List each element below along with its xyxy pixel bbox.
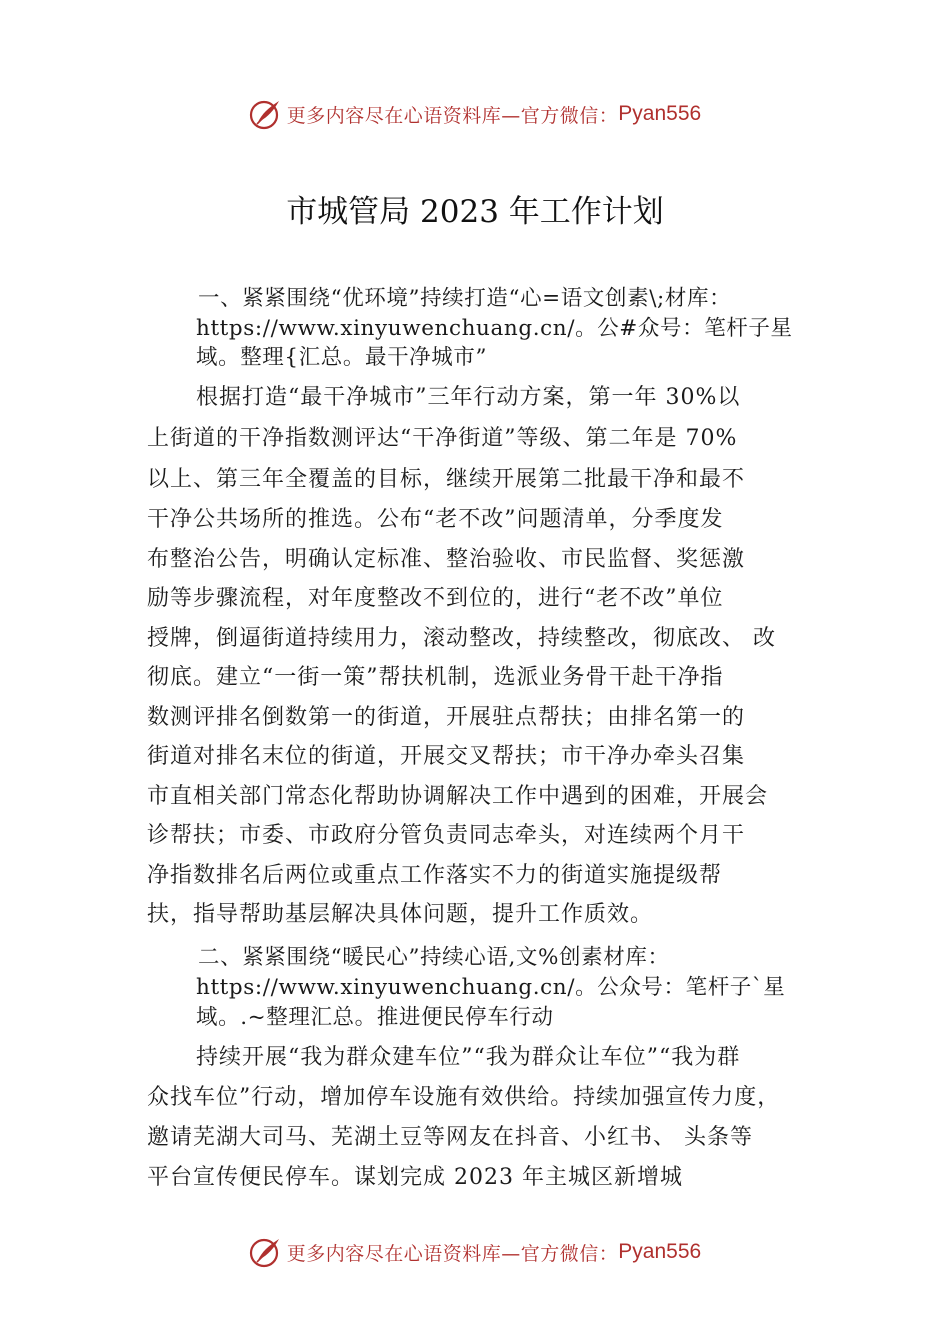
paragraph-2-line: 持续开展“我为群众建车位”“我为群众让车位”“我为群 — [196, 1045, 741, 1070]
section-heading-1-line: 域。整理{汇总。最干净城市” — [196, 345, 488, 370]
paragraph-1-line: 上街道的干净指数测评达“干净街道”等级、第二年是 70% — [147, 426, 738, 451]
section-heading-2-line: 二、紧紧围绕“暖民心”持续心语,文%创素材库： — [198, 945, 670, 970]
quill-logo-icon — [249, 97, 283, 131]
quill-logo-icon — [249, 1235, 283, 1269]
paragraph-2-line: 平台宣传便民停车。谋划完成 2023 年主城区新增城 — [147, 1165, 683, 1190]
paragraph-1-line: 授牌，倒逼街道持续用力，滚动整改，持续整改，彻底改、 改 — [147, 626, 776, 651]
paragraph-1-line: 根据打造“最干净城市”三年行动方案，第一年 30%以 — [196, 385, 741, 410]
paragraph-2-line: 邀请芜湖大司马、芜湖土豆等网友在抖音、小红书、 头条等 — [147, 1125, 753, 1150]
paragraph-1-line: 励等步骤流程，对年度整改不到位的，进行“老不改”单位 — [147, 586, 724, 611]
banner-wechat-id: Pyan556 — [618, 102, 702, 125]
footer-watermark-banner — [0, 1232, 950, 1272]
paragraph-1-line: 街道对排名末位的街道，开展交叉帮扶；市干净办牵头召集 — [147, 744, 746, 769]
banner-wechat-id: Pyan556 — [618, 1240, 702, 1263]
header-watermark-banner — [0, 94, 950, 134]
section-heading-2-line: https://www.xinyuwenchuang.cn/。公众号：笔杆子`星 — [196, 975, 786, 1000]
paragraph-1-line: 扶，指导帮助基层解决具体问题，提升工作质效。 — [147, 902, 654, 927]
paragraph-1-line: 以上、第三年全覆盖的目标，继续开展第二批最干净和最不 — [147, 467, 746, 492]
paragraph-1-line: 布整治公告，明确认定标准、整治验收、市民监督、奖惩激 — [147, 547, 746, 572]
paragraph-1-line: 干净公共场所的推选。公布“老不改”问题清单，分季度发 — [147, 507, 724, 532]
paragraph-1-line: 净指数排名后两位或重点工作落实不力的街道实施提级帮 — [147, 863, 723, 888]
page-title: 市城管局 2023 年工作计划 — [286, 194, 664, 230]
paragraph-2-line: 众找车位”行动，增加停车设施有效供给。持续加强宣传力度， — [147, 1085, 781, 1110]
paragraph-1-line: 诊帮扶；市委、市政府分管负责同志牵头，对连续两个月干 — [147, 823, 746, 848]
section-heading-2-line: 域。.~整理汇总。推进便民停车行动 — [196, 1005, 554, 1030]
banner-text: 更多内容尽在心语资料库—官方微信： — [286, 104, 619, 127]
section-heading-1-line: 一、紧紧围绕“优环境”持续打造“心=语文创素\;材库： — [198, 286, 732, 311]
banner-text: 更多内容尽在心语资料库—官方微信： — [286, 1242, 619, 1265]
paragraph-1-line: 市直相关部门常态化帮助协调解决工作中遇到的困难，开展会 — [147, 784, 769, 809]
paragraph-1-line: 数测评排名倒数第一的街道，开展驻点帮扶；由排名第一的 — [147, 705, 746, 730]
paragraph-1-line: 彻底。建立“一街一策”帮扶机制，选派业务骨干赴干净指 — [147, 665, 724, 690]
section-heading-1-line: https://www.xinyuwenchuang.cn/。公#众号：笔杆子星 — [196, 316, 793, 341]
